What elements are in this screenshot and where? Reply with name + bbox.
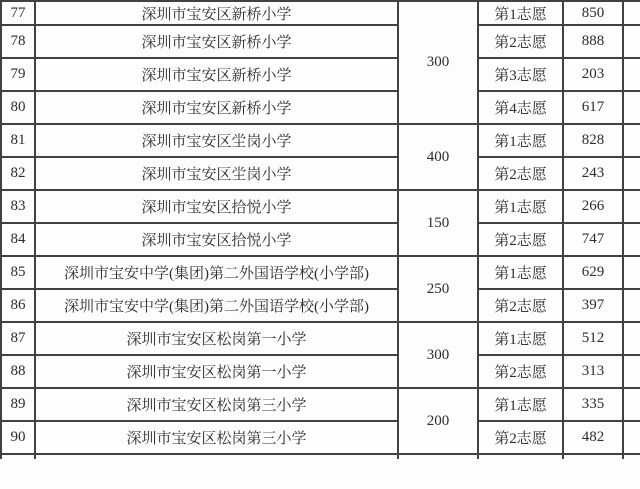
table-row <box>1 322 640 355</box>
value-cell: 629 <box>563 256 623 289</box>
table-row <box>1 25 640 58</box>
cropped-next-row <box>1 454 640 459</box>
choice-cell: 第1志愿 <box>478 256 563 289</box>
table-row <box>1 157 640 190</box>
row-number-cell: 77 <box>1 1 35 25</box>
choice-cell: 第2志愿 <box>478 157 563 190</box>
value-cell: 335 <box>563 388 623 421</box>
choice-cell: 第3志愿 <box>478 58 563 91</box>
row-number-cell: 81 <box>1 124 35 157</box>
cropped-cell <box>623 223 640 256</box>
row-number-cell: 82 <box>1 157 35 190</box>
cropped-cell <box>623 256 640 289</box>
value-cell: 888 <box>563 25 623 58</box>
row-number-cell: 88 <box>1 355 35 388</box>
row-number-cell: 85 <box>1 256 35 289</box>
choice-cell: 第2志愿 <box>478 421 563 454</box>
capacity-cell: 300 <box>398 322 478 388</box>
value-cell: 313 <box>563 355 623 388</box>
row-number-cell: 90 <box>1 421 35 454</box>
school-cell: 深圳市宝安中学(集团)第二外国语学校(小学部) <box>35 256 398 289</box>
cropped-cell <box>623 25 640 58</box>
school-cell: 深圳市宝安区拾悦小学 <box>35 223 398 256</box>
cropped-cell <box>623 124 640 157</box>
value-cell <box>563 454 623 459</box>
row-number-cell <box>1 454 35 459</box>
capacity-cell: 200 <box>398 388 478 454</box>
capacity-cell: 400 <box>398 124 478 190</box>
value-cell: 617 <box>563 91 623 124</box>
school-cell: 深圳市宝安区新桥小学 <box>35 91 398 124</box>
school-cell: 深圳市宝安区松岗第一小学 <box>35 355 398 388</box>
cropped-cell <box>623 91 640 124</box>
choice-cell: 第1志愿 <box>478 190 563 223</box>
cropped-cell <box>623 388 640 421</box>
choice-cell: 第1志愿 <box>478 388 563 421</box>
value-cell: 512 <box>563 322 623 355</box>
choice-cell: 第1志愿 <box>478 1 563 25</box>
table-row <box>1 289 640 322</box>
value-cell: 828 <box>563 124 623 157</box>
choice-cell: 第1志愿 <box>478 322 563 355</box>
school-cell: 深圳市宝安区拾悦小学 <box>35 190 398 223</box>
row-number-cell: 84 <box>1 223 35 256</box>
school-cell: 深圳市宝安区坣岗小学 <box>35 124 398 157</box>
school-cell: 深圳市宝安中学(集团)第二外国语学校(小学部) <box>35 289 398 322</box>
row-number-cell: 89 <box>1 388 35 421</box>
school-cell: 深圳市宝安区坣岗小学 <box>35 157 398 190</box>
value-cell: 482 <box>563 421 623 454</box>
choice-cell: 第2志愿 <box>478 223 563 256</box>
value-cell: 747 <box>563 223 623 256</box>
school-cell: 深圳市宝安区松岗第一小学 <box>35 322 398 355</box>
value-cell: 266 <box>563 190 623 223</box>
row-number-cell: 87 <box>1 322 35 355</box>
table-row <box>1 355 640 388</box>
row-number-cell: 79 <box>1 58 35 91</box>
table-row <box>1 190 640 223</box>
capacity-cell: 300 <box>398 1 478 124</box>
choice-cell <box>478 454 563 459</box>
choice-cell: 第2志愿 <box>478 355 563 388</box>
table-row <box>1 388 640 421</box>
school-cell: 深圳市宝安区松岗第三小学 <box>35 388 398 421</box>
row-number-cell: 78 <box>1 25 35 58</box>
table-row <box>1 91 640 124</box>
cropped-cell <box>623 421 640 454</box>
table-row <box>1 421 640 454</box>
value-cell: 397 <box>563 289 623 322</box>
school-cell: 深圳市宝安区新桥小学 <box>35 25 398 58</box>
choice-cell: 第4志愿 <box>478 91 563 124</box>
school-cell <box>35 454 398 459</box>
cropped-cell <box>623 1 640 25</box>
choice-cell: 第2志愿 <box>478 25 563 58</box>
value-cell: 203 <box>563 58 623 91</box>
cropped-cell <box>623 355 640 388</box>
value-cell: 850 <box>563 1 623 25</box>
cropped-cell <box>623 190 640 223</box>
choice-cell: 第1志愿 <box>478 124 563 157</box>
row-number-cell: 80 <box>1 91 35 124</box>
cropped-cell <box>623 454 640 459</box>
cropped-cell <box>623 157 640 190</box>
cropped-cell <box>623 322 640 355</box>
capacity-cell: 250 <box>398 256 478 322</box>
table-row <box>1 223 640 256</box>
row-number-cell: 83 <box>1 190 35 223</box>
capacity-cell: 150 <box>398 190 478 256</box>
choice-cell: 第2志愿 <box>478 289 563 322</box>
school-cell: 深圳市宝安区新桥小学 <box>35 58 398 91</box>
school-cell: 深圳市宝安区松岗第三小学 <box>35 421 398 454</box>
table-row <box>1 58 640 91</box>
cropped-cell <box>623 289 640 322</box>
capacity-cell <box>398 454 478 459</box>
value-cell: 243 <box>563 157 623 190</box>
school-cell: 深圳市宝安区新桥小学 <box>35 1 398 25</box>
table-row <box>1 124 640 157</box>
table-row <box>1 1 640 25</box>
table-row <box>1 256 640 289</box>
row-number-cell: 86 <box>1 289 35 322</box>
cropped-cell <box>623 58 640 91</box>
